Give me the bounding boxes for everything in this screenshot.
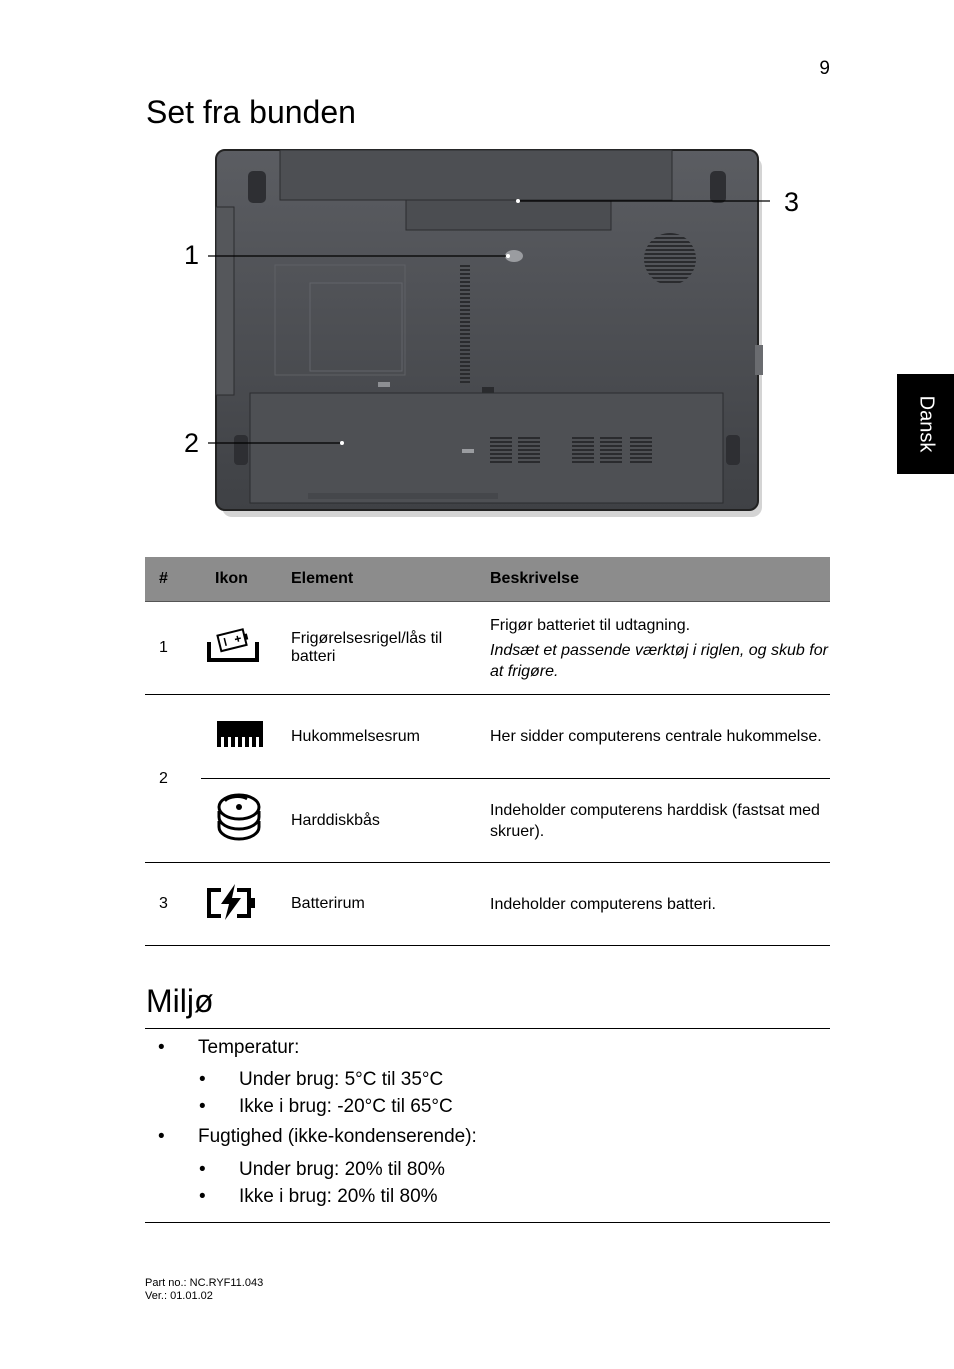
row-number: 2 bbox=[145, 695, 201, 863]
humidity-label: Fugtighed (ikke-kondenserende): bbox=[198, 1126, 477, 1147]
header-description: Beskrivelse bbox=[490, 557, 830, 602]
section-title-bottom-view: Set fra bunden bbox=[146, 94, 356, 130]
memory-icon bbox=[201, 695, 291, 779]
row-description bbox=[490, 695, 830, 779]
page-number: 9 bbox=[819, 58, 830, 79]
list-item bbox=[158, 1037, 300, 1059]
table-row bbox=[145, 695, 830, 779]
bullet-glyph: • bbox=[158, 1126, 165, 1147]
section-title-environment: Miljø bbox=[146, 983, 214, 1019]
header-number: # bbox=[145, 557, 201, 602]
divider bbox=[145, 1028, 830, 1029]
footer bbox=[145, 1277, 263, 1303]
row-description-text: Indeholder computerens harddisk (fastsat med skruer). bbox=[490, 801, 820, 840]
list-item bbox=[158, 1126, 477, 1148]
row-element: Frigørelsesrigel/lås til batteri bbox=[291, 602, 490, 695]
table-row bbox=[145, 863, 830, 946]
language-tab-label: Dansk bbox=[915, 395, 937, 453]
row-description bbox=[490, 602, 830, 695]
callout-2: 2 bbox=[184, 428, 200, 458]
bullet-glyph: • bbox=[199, 1186, 206, 1207]
row-description-note: Indsæt et passende værktøj i riglen, og skub for at frigøre. bbox=[490, 641, 828, 680]
header-icon: Ikon bbox=[201, 557, 291, 602]
bullet-glyph: • bbox=[199, 1069, 206, 1090]
header-element: Element bbox=[291, 557, 490, 602]
table-header-row bbox=[145, 557, 830, 602]
list-item bbox=[199, 1069, 444, 1091]
table-row bbox=[145, 602, 830, 695]
divider bbox=[145, 1222, 830, 1223]
laptop-bottom-illustration bbox=[170, 145, 820, 525]
list-item bbox=[199, 1159, 445, 1181]
part-number: Part no.: NC.RYF11.043 bbox=[145, 1277, 264, 1289]
row-element: Harddiskbås bbox=[291, 779, 490, 863]
row-number: 1 bbox=[145, 602, 201, 695]
row-element: Hukommelsesrum bbox=[291, 695, 490, 779]
row-description-text: Frigør batteriet til udtagning. bbox=[490, 616, 691, 634]
callout-3: 3 bbox=[784, 187, 800, 217]
temperature-non-operating: Ikke i brug: -20°C til 65°C bbox=[239, 1096, 453, 1117]
row-number: 3 bbox=[145, 863, 201, 946]
table-row bbox=[145, 779, 830, 863]
list-item bbox=[199, 1096, 453, 1118]
row-description bbox=[490, 779, 830, 863]
row-description-text: Her sidder computerens centrale hukommelse. bbox=[490, 728, 822, 745]
row-description-text: Indeholder computerens batteri. bbox=[490, 895, 716, 913]
battery-release-icon bbox=[201, 602, 291, 695]
parts-table bbox=[145, 557, 830, 946]
temperature-label: Temperatur: bbox=[198, 1037, 300, 1058]
list-item bbox=[199, 1186, 438, 1208]
callout-1: 1 bbox=[184, 240, 200, 270]
version: Ver.: 01.01.02 bbox=[145, 1290, 213, 1302]
bullet-glyph: • bbox=[199, 1096, 206, 1117]
bullet-glyph: • bbox=[199, 1159, 206, 1180]
humidity-operating: Under brug: 20% til 80% bbox=[239, 1159, 445, 1180]
row-element: Batterirum bbox=[291, 863, 490, 946]
battery-bay-icon bbox=[201, 863, 291, 946]
temperature-operating: Under brug: 5°C til 35°C bbox=[239, 1069, 444, 1090]
language-tab bbox=[897, 374, 954, 474]
bullet-glyph: • bbox=[158, 1037, 165, 1058]
harddisk-icon bbox=[201, 779, 291, 863]
row-description bbox=[490, 863, 830, 946]
humidity-non-operating: Ikke i brug: 20% til 80% bbox=[239, 1186, 438, 1207]
